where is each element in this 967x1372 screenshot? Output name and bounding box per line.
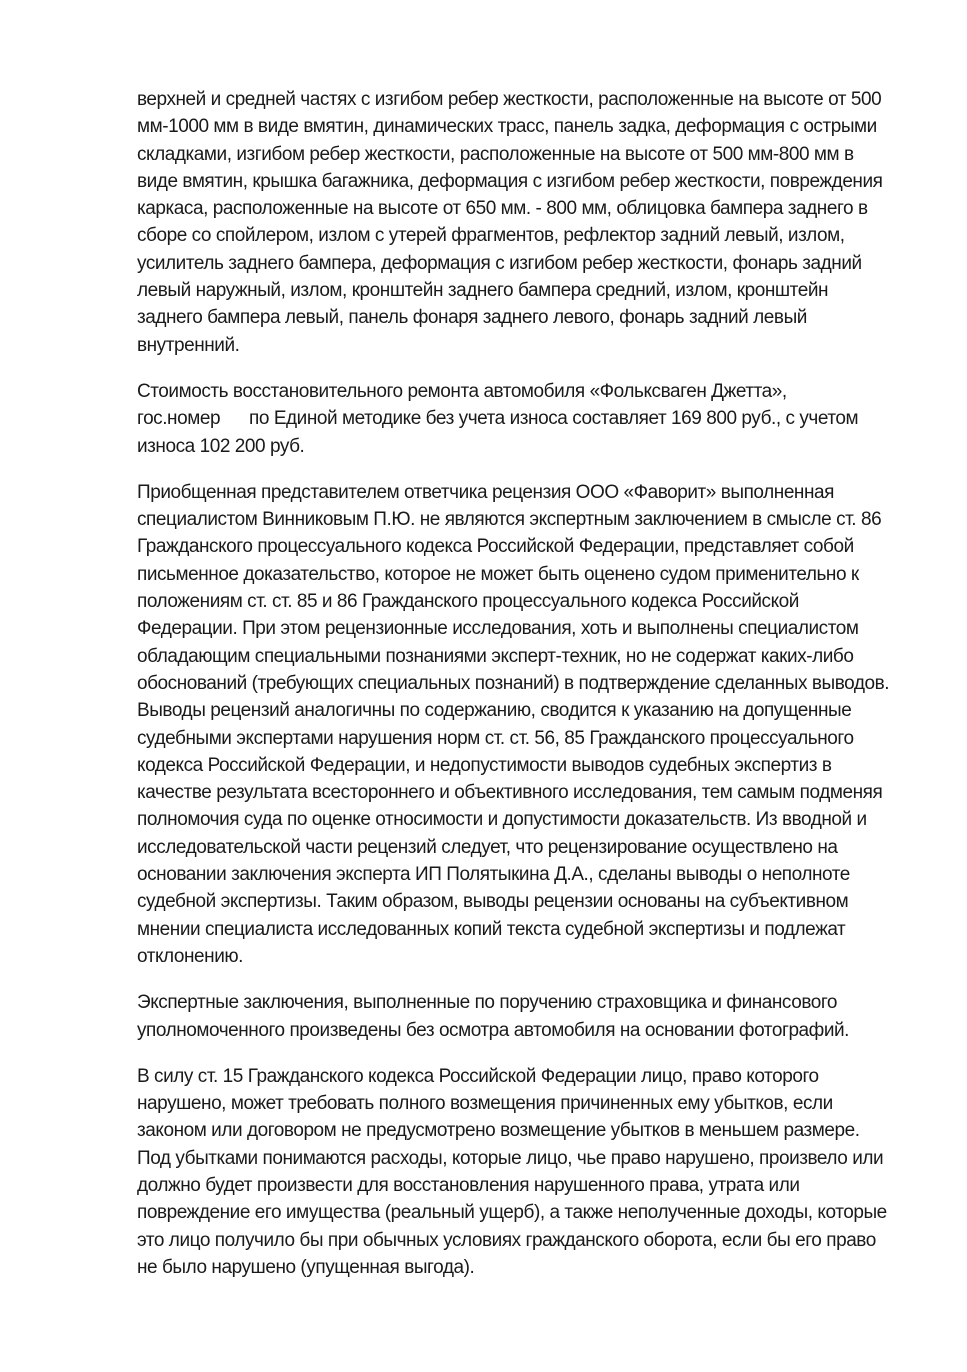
paragraph-damage-list: верхней и средней частях с изгибом ребер жесткости, расположенные на высоте от 500 мм-1000 мм в виде вмятин, динамических трасс, панель задка, деформация с острыми складками, изгибом ребер жесткости, расположенные на высоте от 500 мм-800 мм в виде вмятин, крышка багажника, деформация с изгибом ребер жесткости, повреждения каркаса, расположенные на высоте от 650 мм. - 800 мм, облицовка бампера заднего в сборе со спойлером, излом с утерей фрагментов, рефлектор задний левый, излом, усилитель заднего бампера, деформация с изгибом ребер жесткости, фонарь задний левый наружный, излом, кронштейн заднего бампера средний, излом, кронштейн заднего бампера левый, панель фонаря заднего левого, фонарь задний левый внутренний.: [137, 89, 883, 356]
paragraph-civil-code-article-15: В силу ст. 15 Гражданского кодекса Российской Федерации лицо, право которого нарушено, может требовать полного возмещения причиненных ему убытков, если законом или договором не предусмотрено возмещение убытков в меньшем размере. Под убытками понимаются расходы, которые лицо, чье право нарушено, произвело или должно будет произвести для восстановления нарушенного права, утрата или повреждение его имущества (реальный ущерб), а также неполученные доходы, которые это лицо получило бы при обычных условиях гражданского оборота, если бы его право не было нарушено (упущенная выгода).: [137, 1065, 887, 1278]
paragraph-expert-conclusions: Экспертные заключения, выполненные по поручению страховщика и финансового уполномоченного произведены без осмотра автомобиля на основании фотографий.: [137, 992, 850, 1041]
document-text-block: [137, 86, 897, 1300]
paragraph-review-rejection: Приобщенная представителем ответчика рецензия ООО «Фаворит» выполненная специалистом Винниковым П.Ю. не являются экспертным заключением в смысле ст. 86 Гражданского процессуального кодекса Российской Федерации, представляет собой письменное доказательство, которое не может быть оценено судом применительно к положениям ст. ст. 85 и 86 Гражданского процессуального кодекса Российской Федерации. При этом рецензионные исследования, хоть и выполнены специалистом обладающим специальными познаниями эксперт-техник, но не содержат каких-либо обоснований (требующих специальных познаний) в подтверждение сделанных выводов. Выводы рецензий аналогичны по содержанию, сводится к указанию на допущенные судебными экспертами нарушения норм ст. ст. 56, 85 Гражданского процессуального кодекса Российской Федерации, и недопустимости выводов судебных экспертиз в качестве результата всестороннего и объективного исследования, тем самым подменяя полномочия суда по оценке относимости и допустимости доказательств. Из вводной и исследовательской части рецензий следует, что рецензирование осуществлено на основании заключения эксперта ИП Полятыкина Д.А., сделаны выводы о неполноте судебной экспертизы. Таким образом, выводы рецензии основаны на субъективном мнении специалиста исследованных копий текста судебной экспертизы и подлежат отклонению.: [137, 481, 890, 967]
paragraph-repair-cost: Стоимость восстановительного ремонта автомобиля «Фольксваген Джетта», гос.номер по Единой методике без учета износа составляет 169 800 руб., с учетом износа 102 200 руб.: [137, 380, 859, 457]
